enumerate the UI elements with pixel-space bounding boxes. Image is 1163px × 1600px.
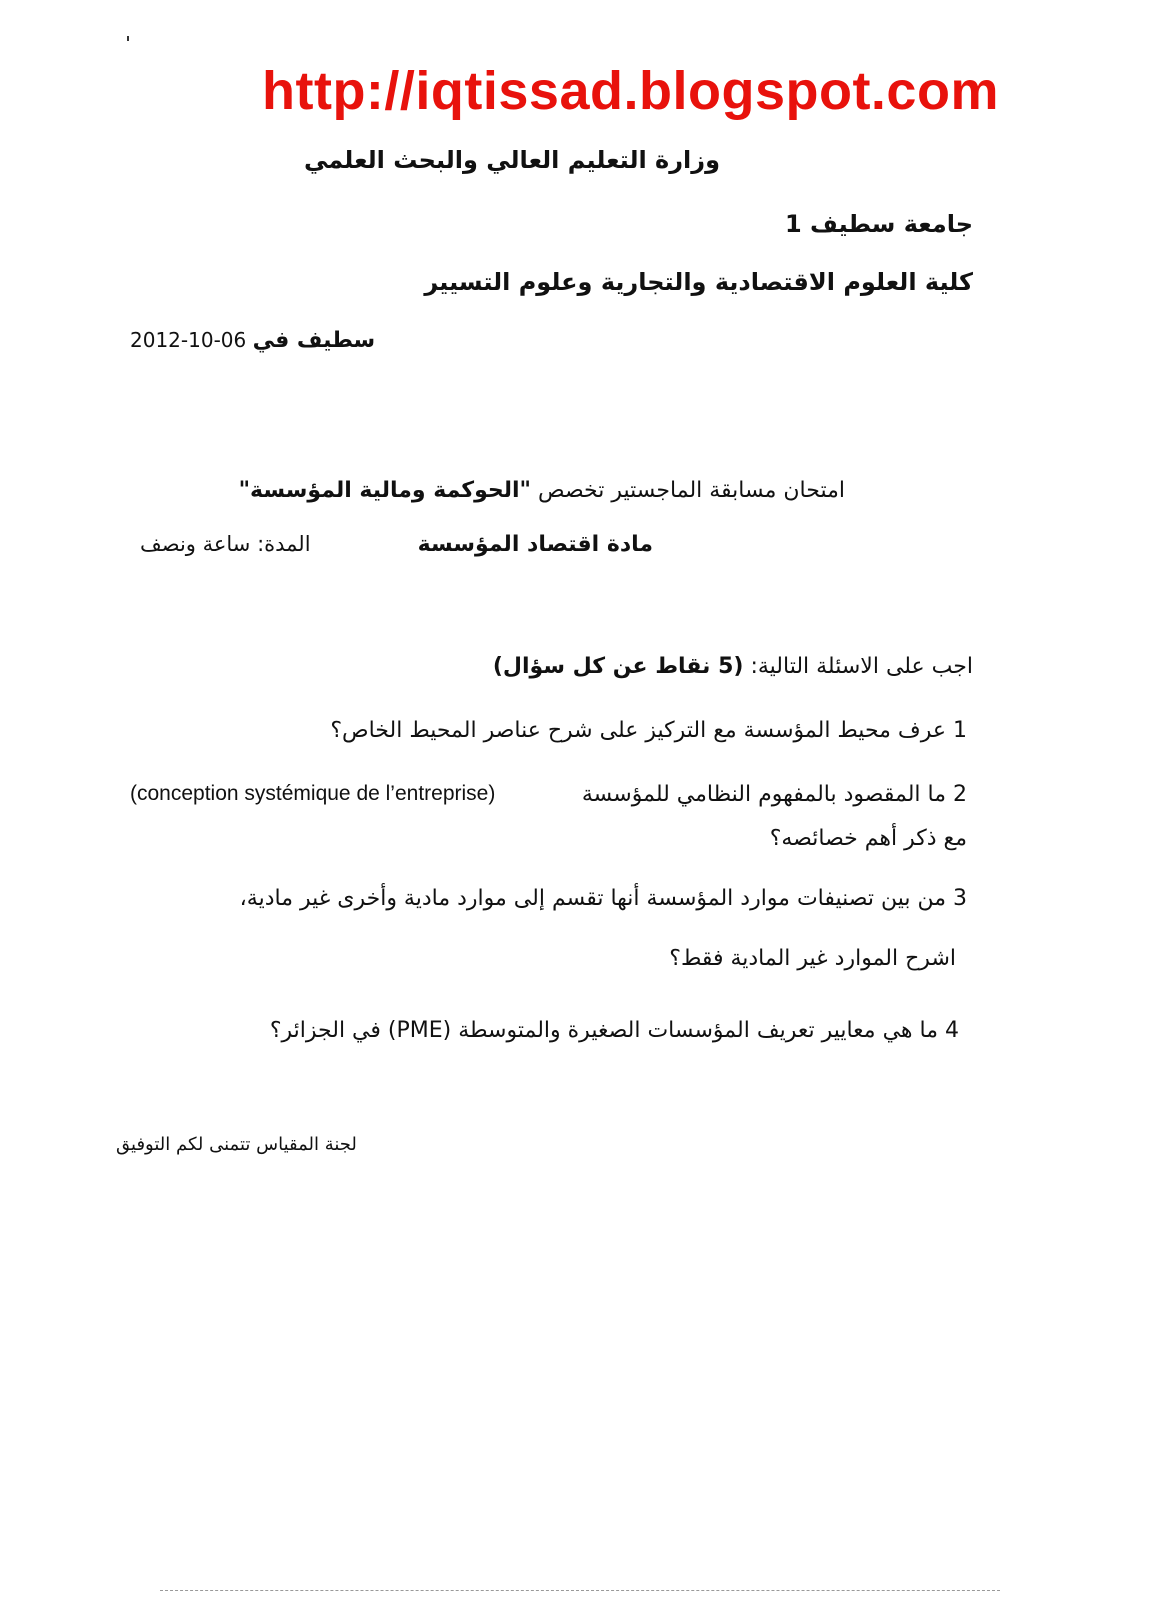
blog-url-watermark[interactable]: http://iqtissad.blogspot.com	[262, 61, 999, 121]
question-2: 2 ما المقصود بالمفهوم النظامي للمؤسسة	[581, 782, 967, 807]
committee-wishes: لجنة المقياس تتمنى لكم التوفيق	[116, 1134, 357, 1155]
exam-title-prefix: امتحان مسابقة الماجستير تخصص	[538, 478, 845, 503]
exam-duration: المدة: ساعة ونصف	[140, 532, 311, 556]
exam-title	[239, 478, 845, 503]
scan-speck	[127, 36, 129, 41]
exam-date-value: 2012-10-06	[130, 328, 247, 352]
question-3-continuation: اشرح الموارد غير المادية فقط؟	[669, 946, 956, 971]
exam-subject: مادة اقتصاد المؤسسة	[417, 532, 653, 557]
instructions	[493, 654, 973, 679]
instructions-text: اجب على الاسئلة التالية:	[750, 654, 973, 679]
faculty-heading: كلية العلوم الاقتصادية والتجارية وعلوم التسيير	[424, 268, 973, 296]
question-1: 1 عرف محيط المؤسسة مع التركيز على شرح عناصر المحيط الخاص؟	[330, 718, 967, 743]
instructions-points: (5 نقاط عن كل سؤال)	[492, 654, 744, 679]
exam-specialty: "الحوكمة ومالية المؤسسة"	[238, 478, 532, 503]
question-4: 4 ما هي معايير تعريف المؤسسات الصغيرة والمتوسطة (PME) في الجزائر؟	[269, 1018, 959, 1043]
question-2-continuation: مع ذكر أهم خصائصه؟	[769, 826, 967, 851]
question-2-french-term: (conception systémique de l’entreprise)	[130, 782, 496, 805]
exam-date-line	[130, 328, 375, 353]
question-3: 3 من بين تصنيفات موارد المؤسسة أنها تقسم إلى موارد مادية وأخرى غير مادية،	[239, 886, 967, 911]
university-heading: جامعة سطيف 1	[784, 210, 973, 238]
exam-date-place: سطيف في	[252, 328, 376, 353]
scan-edge-line	[160, 1590, 1000, 1592]
ministry-heading: وزارة التعليم العالي والبحث العلمي	[303, 146, 720, 174]
